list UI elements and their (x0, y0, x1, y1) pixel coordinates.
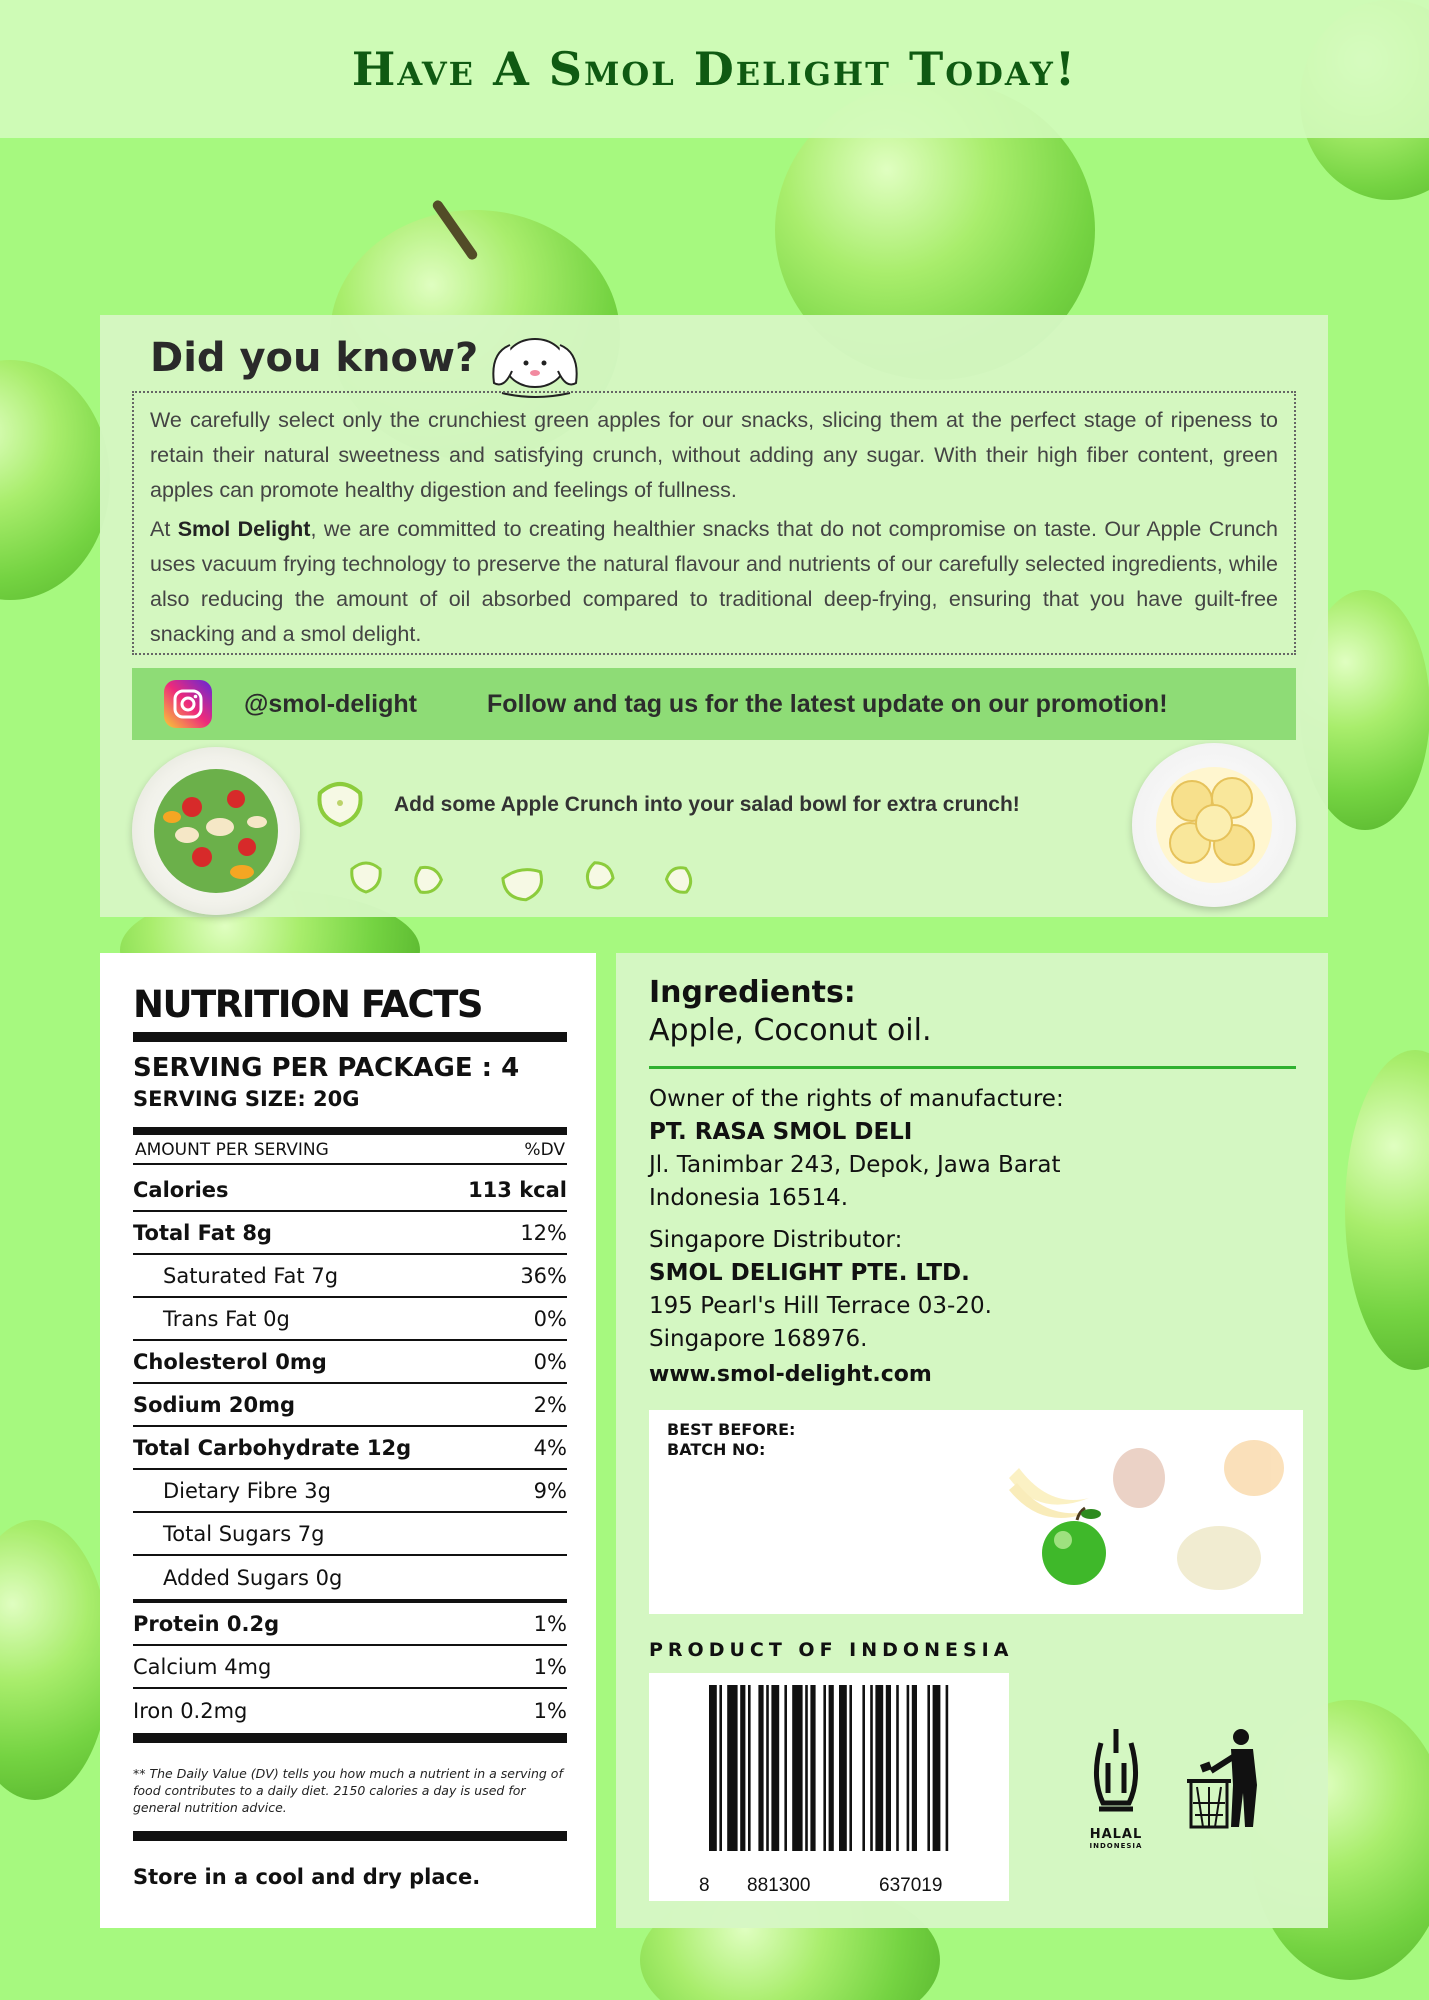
nutrient-value: 12% (520, 1220, 567, 1245)
amount-per-serving-row (133, 1137, 567, 1165)
barcode-digit-prefix: 8 (699, 1875, 710, 1896)
product-origin: PRODUCT OF INDONESIA (649, 1639, 1014, 1661)
best-before-label-box (649, 1410, 1303, 1614)
distributor-name: SMOL DELIGHT PTE. LTD. (649, 1260, 970, 1286)
barcode-bar (849, 1685, 852, 1851)
halal-logo (1076, 1723, 1156, 1850)
nutrition-facts-panel (100, 953, 596, 1928)
nutrient-label: Total Sugars 7g (163, 1521, 325, 1546)
background-apple (1345, 1050, 1429, 1370)
nutrition-row (133, 1384, 567, 1427)
manufacturer-info (649, 1083, 1064, 1215)
nutrition-row (133, 1341, 567, 1384)
manufacturer-name: PT. RASA SMOL DELI (649, 1119, 913, 1145)
manufacturer-address-1: Jl. Tanimbar 243, Depok, Jawa Barat (649, 1152, 1061, 1178)
divider-bar (133, 1733, 567, 1743)
dv-header: %DV (524, 1140, 565, 1160)
barcode-bar (912, 1685, 917, 1851)
nutrition-row (133, 1255, 567, 1298)
nutrient-label: Trans Fat 0g (163, 1306, 290, 1331)
nutrition-row (133, 1298, 567, 1341)
nutrient-value: 1% (533, 1611, 567, 1636)
barcode-bar (875, 1685, 883, 1851)
social-bar (132, 668, 1296, 740)
nutrient-value: 36% (520, 1263, 567, 1288)
nutrition-row (133, 1470, 567, 1513)
nutrient-label: Dietary Fibre 3g (163, 1478, 331, 1503)
manufacturer-label: Owner of the rights of manufacture: (649, 1086, 1064, 1112)
did-you-know-panel (100, 315, 1328, 917)
storage-instructions: Store in a cool and dry place. (133, 1865, 481, 1889)
nutrient-value: 0% (533, 1349, 567, 1374)
nutrition-row (133, 1427, 567, 1470)
brand-name: Smol Delight (177, 517, 311, 541)
halal-country: INDONESIA (1089, 1842, 1143, 1850)
nutrition-row (133, 1212, 567, 1255)
barcode (649, 1673, 1009, 1901)
halal-emblem-icon (1081, 1723, 1151, 1823)
nutrient-label: Total Carbohydrate 12g (133, 1435, 412, 1460)
barcode-bar (810, 1685, 815, 1851)
nutrient-value: 1% (533, 1654, 567, 1679)
nutrition-row (133, 1513, 567, 1556)
barcode-bar (870, 1685, 873, 1851)
apple-slice-icon (662, 861, 696, 897)
apple-slice-icon (410, 861, 446, 897)
nutrition-row (133, 1646, 567, 1689)
apple-slice-icon (498, 863, 548, 903)
divider-bar (133, 1831, 567, 1841)
barcode-bars (649, 1673, 1009, 1873)
nutrition-row (133, 1556, 567, 1599)
nutrient-label: Protein 0.2g (133, 1611, 280, 1636)
apple-slice-icon (312, 773, 368, 829)
nutrition-title: NUTRITION FACTS (133, 983, 483, 1026)
best-before-label: BEST BEFORE: (667, 1420, 796, 1439)
barcode-bar (748, 1685, 751, 1851)
nutrient-label: Sodium 20mg (133, 1392, 296, 1417)
nutrient-value: 113 kcal (468, 1177, 567, 1202)
salad-bowl-image (132, 747, 300, 915)
apple-slice-icon (582, 857, 618, 893)
barcode-bar (709, 1685, 717, 1851)
follow-message: Follow and tag us for the latest update on our promotion! (487, 689, 1168, 718)
barcode-bar (823, 1685, 826, 1851)
nutrient-label: Saturated Fat 7g (163, 1263, 339, 1288)
nutrition-row (133, 1603, 567, 1646)
barcode-bar (896, 1685, 899, 1851)
paragraph-rest: , we are committed to creating healthier snacks that do not compromise on taste. Our Apple Crunch uses vacuum frying technology to preserve the natural flavour and nutrients of our carefully selected ingredients, while also reducing the amount of oil absorbed compared to traditional deep-frying, ensuring that you have guilt-free snacking and a smol delight. (150, 517, 1278, 646)
ingredients-value: Apple, Coconut oil. (649, 1013, 932, 1048)
distributor-address-1: 195 Pearl's Hill Terrace 03-20. (649, 1293, 992, 1319)
background-apple (0, 1520, 110, 1800)
halal-word: HALAL (1089, 1827, 1143, 1842)
serving-tip-text: Add some Apple Crunch into your salad bowl for extra crunch! (394, 793, 1020, 816)
instagram-handle[interactable]: @smol-delight (244, 689, 417, 718)
barcode-bar (766, 1685, 769, 1851)
nutrition-row (133, 1689, 567, 1732)
paragraph-prefix: At (150, 517, 178, 541)
serving-per-package: SERVING PER PACKAGE : 4 (133, 1053, 520, 1083)
dispose-trash-icon (1181, 1723, 1291, 1833)
nutrient-value: 0% (533, 1306, 567, 1331)
barcode-bar (927, 1685, 930, 1851)
barcode-bar (784, 1685, 787, 1851)
nutrient-label: Added Sugars 0g (163, 1565, 343, 1590)
daily-value-footnote: ** The Daily Value (DV) tells you how much a nutrient in a serving of food contributes to a daily diet. 2150 calories a day is used for general nutrition advice. (133, 1766, 563, 1815)
barcode-bar (719, 1685, 722, 1851)
barcode-bar (740, 1685, 745, 1851)
divider-bar (133, 1127, 567, 1135)
distributor-info (649, 1224, 992, 1356)
nutrient-value: 2% (533, 1392, 567, 1417)
did-you-know-title: Did you know? (150, 335, 479, 381)
nutrition-row (133, 1169, 567, 1212)
barcode-bar (758, 1685, 763, 1851)
batch-no-label: BATCH NO: (667, 1440, 766, 1459)
distributor-address-2: Singapore 168976. (649, 1326, 868, 1352)
barcode-bar (839, 1685, 847, 1851)
nutrient-value: 9% (533, 1478, 567, 1503)
nutrient-label: Calcium 4mg (133, 1654, 272, 1679)
amount-per-serving-label: AMOUNT PER SERVING (135, 1140, 329, 1160)
divider-line (649, 1066, 1296, 1069)
barcode-bar (792, 1685, 802, 1851)
nutrient-label: Iron 0.2mg (133, 1698, 248, 1723)
barcode-bar (946, 1685, 949, 1851)
ingredients-title: Ingredients: (649, 975, 856, 1010)
barcode-group-1: 881300 (747, 1875, 811, 1896)
manufacturer-address-2: Indonesia 16514. (649, 1185, 849, 1211)
description-box (132, 391, 1296, 655)
nutrient-label: Total Fat 8g (133, 1220, 272, 1245)
barcode-bar (727, 1685, 737, 1851)
product-info-panel (616, 953, 1328, 1928)
instagram-icon[interactable] (164, 680, 212, 728)
nutrient-label: Calories (133, 1177, 229, 1202)
barcode-bar (805, 1685, 808, 1851)
header-banner (0, 0, 1429, 138)
page-title: Have A Smol Delight Today! (351, 42, 1078, 96)
serving-size: SERVING SIZE: 20G (133, 1087, 360, 1111)
nutrient-label: Cholesterol 0mg (133, 1349, 327, 1374)
barcode-bar (907, 1685, 910, 1851)
website-link[interactable]: www.smol-delight.com (649, 1362, 932, 1387)
barcode-bar (771, 1685, 779, 1851)
barcode-bar (886, 1685, 891, 1851)
description-paragraph-1: We carefully select only the crunchiest green apples for our snacks, slicing them at the perfect stage of ripeness to retain their natural sweetness and satisfying crunch, without adding any sugar. With their high fiber content, green apples can promote healthy digestion and feelings of fullness. (150, 408, 1278, 502)
barcode-bar (862, 1685, 865, 1851)
apple-chips-plate-image (1132, 743, 1296, 907)
description-paragraph-2 (150, 512, 1278, 652)
barcode-group-2: 637019 (879, 1875, 943, 1896)
nutrient-value: 1% (533, 1698, 567, 1723)
barcode-bar (933, 1685, 941, 1851)
divider-bar (133, 1032, 567, 1042)
nutrient-value: 4% (533, 1435, 567, 1460)
distributor-label: Singapore Distributor: (649, 1227, 903, 1253)
apple-slice-icon (346, 855, 386, 895)
barcode-bar (829, 1685, 834, 1851)
fruits-illustration (999, 1428, 1299, 1608)
background-apple (0, 360, 110, 600)
